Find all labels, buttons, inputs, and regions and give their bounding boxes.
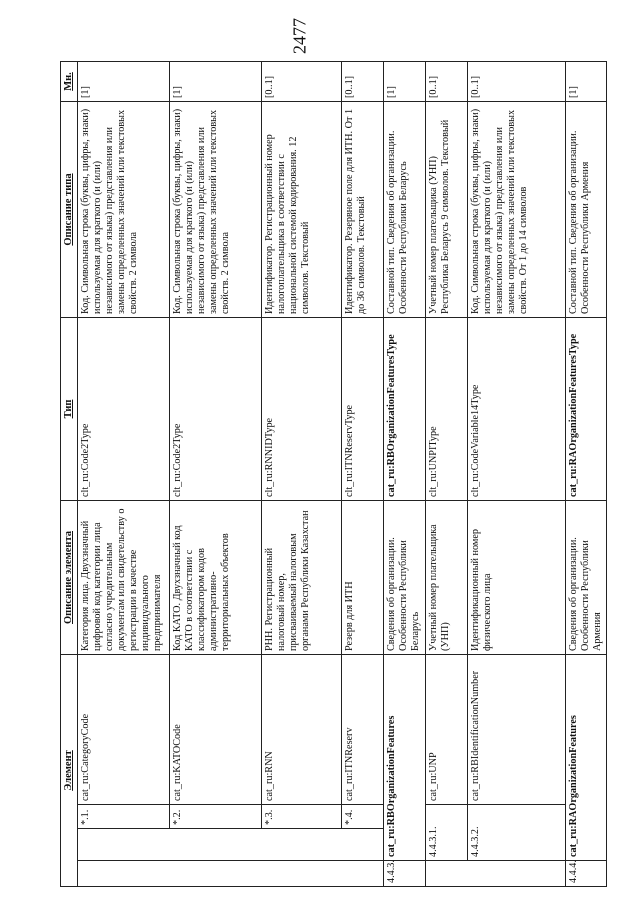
table-row [78,62,170,887]
row-type-description: Код. Символьная строка (буквы, цифры, знаки) используемая для краткого (и (или) независимого от языка) представления или замены определенных значений или текстовых свойств. От 1 до 14 символов [468,102,566,318]
row-type-description: Идентификатор. Регистрационный номер налогоплательщика в соответствии с национальной системой кодирования. 12 символов. Текстовый [262,102,342,318]
row-multiplicity: [0..1] [468,62,566,102]
row-type-description: Составной тип. Сведения об организации. Особенности Республики Беларусь [384,102,426,318]
row-type-description: Учетный номер плательщика (УНП) Республика Беларусь 9 символов. Текстовый [426,102,468,318]
row-description: Учетный номер плательщика (УНП) [426,501,468,655]
row-number: *.2. [170,805,262,829]
row-multiplicity: [1] [566,62,607,102]
row-type: cat_ru:RAOrganizationFeaturesType [566,318,607,501]
table-row [384,62,426,887]
row-element: cat_ru:UNP [426,655,468,805]
row-number: *.4. [342,805,384,829]
row-description: РНН. Регистрационный налоговый номер, присваиваемый налоговым органами Республики Казахстан [262,501,342,655]
rotated-page [60,62,615,887]
header-element: Элемент [61,655,78,887]
row-number: 4.4.4. [566,861,607,887]
row-description: Сведения об организации. Особенности Республики Беларусь [384,501,426,655]
row-type-description: Код. Символьная строка (буквы, цифры, знаки) используемая для краткого (и (или) независимого от языка) представления или замены определенных значений или текстовых свойств. 2 символа [78,102,170,318]
row-element: cat_ru:RNN [262,655,342,805]
row-element: cat_ru:KATOCode [170,655,262,805]
row-type: clt_ru:Code2Type [78,318,170,501]
table-row [566,62,607,887]
row-type: cat_ru:RBOrganizationFeaturesType [384,318,426,501]
page-number-text: 2477 [289,18,310,54]
row-element: cat_ru:CategoryCode [78,655,170,805]
row-element: cat_ru:RBIdentificationNumber [468,655,566,805]
header-element-description: Описание элемента [61,501,78,655]
row-number: *.1. [78,805,170,829]
row-description: Идентификационный номер физического лица [468,501,566,655]
row-multiplicity: [1] [78,62,170,102]
table-row [468,62,566,887]
table-row [342,62,384,887]
row-number: 4.4.3.2. [468,805,566,861]
row-multiplicity: [0..1] [342,62,384,102]
row-type: clt_ru:CodeVariable14Type [468,318,566,501]
row-description: Категория лица. Двухзначный цифровой код категории лица согласно учредительным документам или свидетельству о регистрации в качестве индивидуального предпринимателя [78,501,170,655]
header-type: Тип [61,318,78,501]
row-multiplicity: [0..1] [262,62,342,102]
table-row [262,62,342,887]
row-element: cat_ru:RBOrganizationFeatures [384,655,426,861]
row-multiplicity: [1] [384,62,426,102]
row-type-description: Идентификатор. Резервное поле для ИТН. От 1 до 36 символов. Текстовый [342,102,384,318]
row-description: Код КАТО. Двухзначный код КАТО в соответствии с классификатором кодов административно-территориальных объектов [170,501,262,655]
row-description: Резерв для ИТН [342,501,384,655]
row-number: *.3. [262,805,342,829]
table-header-row [61,62,78,887]
row-type: clt_ru:RNNIDType [262,318,342,501]
row-type: clt_ru:UNPIType [426,318,468,501]
row-multiplicity: [1] [170,62,262,102]
row-type: clt_ru:Code2Type [170,318,262,501]
table-row [426,62,468,887]
page-number [290,6,310,66]
row-number: 4.4.3.1. [426,805,468,861]
row-type: clt_ru:ITNReservType [342,318,384,501]
row-description: Сведения об организации. Особенности Республики Армения [566,501,607,655]
row-element: cat_ru:ITNReserv [342,655,384,805]
row-type-description: Код. Символьная строка (буквы, цифры, знаки) используемая для краткого (и (или) независимого от языка) представления или замены определенных значений или текстовых свойств. 2 символа [170,102,262,318]
header-type-description: Описание типа [61,102,78,318]
row-element: cat_ru:RAOrganizationFeatures [566,655,607,861]
table-row [170,62,262,887]
row-multiplicity: [0..1] [426,62,468,102]
header-multiplicity: Мн. [61,62,78,102]
element-table [60,61,607,887]
row-type-description: Составной тип. Сведения об организации. Особенности Республики Армения [566,102,607,318]
row-number: 4.4.3. [384,861,426,887]
